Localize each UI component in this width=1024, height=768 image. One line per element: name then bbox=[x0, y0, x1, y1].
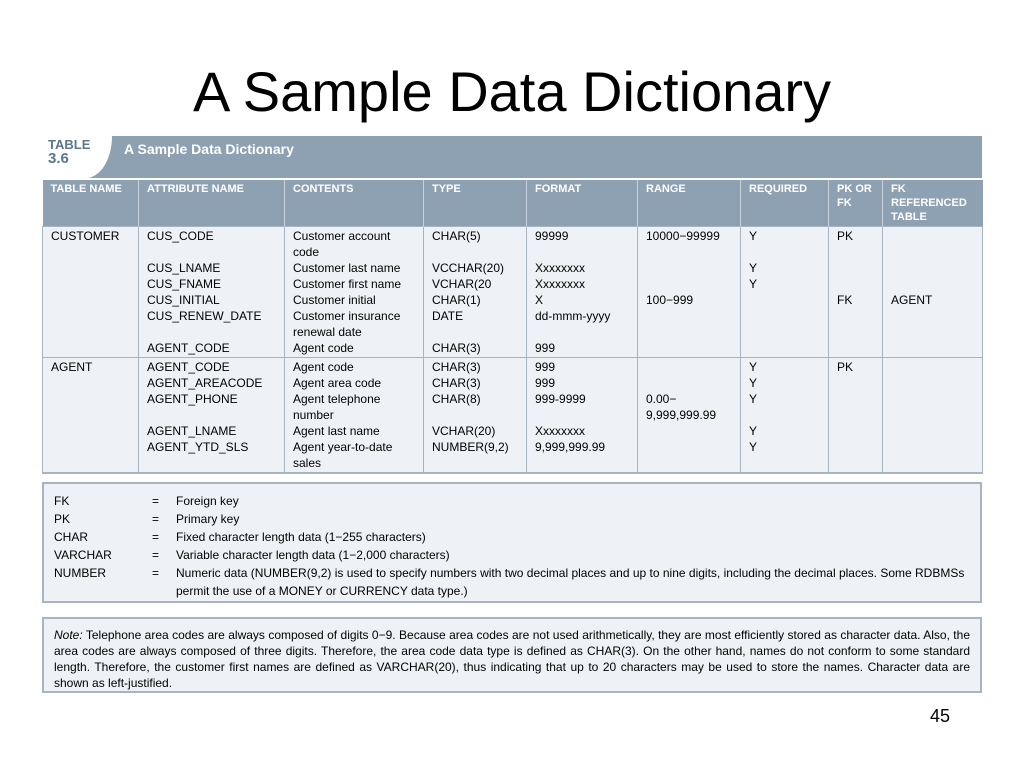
cell-line: CHAR(3) bbox=[432, 376, 481, 390]
cell-line: AGENT_CODE bbox=[147, 341, 230, 355]
cell-line bbox=[535, 407, 633, 423]
cell-line bbox=[646, 324, 736, 340]
contents-cell bbox=[285, 227, 424, 358]
cell-line bbox=[837, 276, 878, 292]
cell-line bbox=[837, 407, 878, 423]
legend-row bbox=[54, 564, 970, 600]
legend-abbr: FK bbox=[54, 494, 70, 508]
data-dictionary-table bbox=[42, 136, 982, 474]
cell-line bbox=[749, 407, 824, 423]
range-cell bbox=[638, 227, 741, 358]
cell-line: CUS_INITIAL bbox=[147, 293, 220, 307]
cell-line: VCHAR(20 bbox=[432, 277, 492, 291]
table-name-cell bbox=[43, 358, 139, 474]
cell-line bbox=[147, 244, 280, 260]
cell-line bbox=[891, 439, 978, 455]
cell-line bbox=[891, 228, 978, 244]
cell-line bbox=[646, 244, 736, 260]
cell-line: sales bbox=[293, 456, 322, 470]
cell-line bbox=[891, 260, 978, 276]
cell-line bbox=[749, 324, 824, 340]
col-header-range: RANGE bbox=[638, 179, 741, 227]
attribute-name-cell bbox=[139, 227, 285, 358]
legend-eq: = bbox=[152, 494, 160, 508]
cell-line: CHAR(1) bbox=[432, 293, 481, 307]
cell-line: 999 bbox=[535, 376, 556, 390]
cell-line: CUSTOMER bbox=[51, 229, 120, 243]
cell-line: 99999 bbox=[535, 229, 569, 243]
legend-row bbox=[54, 492, 970, 510]
cell-line: PK bbox=[837, 229, 854, 243]
legend-eq: = bbox=[152, 530, 160, 544]
note-text: Telephone area codes are always composed of digits 0−9. Because area codes are not used arithmetically, they are most efficiently stored as character data. Also, the area codes are always composed of three digits. Therefore, the area code data type is defined as CHAR(3). On the other hand, names do not conform to some standard length. Therefore, the customer first names are defined as VARCHAR(20), thus indicating that up to 20 characters may be used to store the names. Character data are shown as left-justified. bbox=[54, 628, 970, 690]
cell-line: AGENT bbox=[891, 293, 933, 307]
legend-row bbox=[54, 546, 970, 564]
fk-referenced-cell bbox=[883, 358, 983, 474]
cell-line bbox=[891, 324, 978, 340]
cell-line: 999 bbox=[535, 341, 556, 355]
cell-line bbox=[147, 407, 280, 423]
cell-line bbox=[535, 324, 633, 340]
legend-eq: = bbox=[152, 512, 160, 526]
cell-line bbox=[837, 308, 878, 324]
cell-line: Customer first name bbox=[293, 277, 402, 291]
cell-line: PK bbox=[837, 360, 854, 374]
cell-line bbox=[646, 455, 736, 471]
legend-eq: = bbox=[152, 548, 160, 562]
table-label-number: 3.6 bbox=[48, 150, 69, 167]
table-name-cell bbox=[43, 227, 139, 358]
cell-line: Agent code bbox=[293, 341, 354, 355]
legend-def: Numeric data (NUMBER(9,2) is used to specify numbers with two decimal places and up to nine digits, including the decimal places. Some RDBMSs permit the use of a MONEY or CURRENCY data type.) bbox=[176, 566, 965, 598]
cell-line bbox=[432, 407, 522, 423]
cell-line bbox=[432, 455, 522, 471]
legend-abbr: CHAR bbox=[54, 530, 89, 544]
cell-line bbox=[837, 439, 878, 455]
cell-line bbox=[646, 340, 736, 356]
cell-line bbox=[646, 439, 736, 455]
cell-line: renewal date bbox=[293, 325, 362, 339]
required-cell bbox=[741, 227, 829, 358]
cell-line bbox=[891, 391, 978, 407]
cell-line: 9,999,999.99 bbox=[646, 408, 717, 422]
col-header-fk-referenced-table: FK REFERENCED TABLE bbox=[883, 179, 983, 227]
legend-abbr: VARCHAR bbox=[54, 548, 112, 562]
cell-line: Agent last name bbox=[293, 424, 380, 438]
cell-line bbox=[891, 308, 978, 324]
legend-eq: = bbox=[152, 566, 160, 580]
cell-line: 999-9999 bbox=[535, 392, 586, 406]
format-cell bbox=[527, 227, 638, 358]
pk-fk-cell bbox=[829, 358, 883, 474]
cell-line: Agent year-to-date bbox=[293, 440, 393, 454]
cell-line: Agent code bbox=[293, 360, 354, 374]
column-header-row bbox=[43, 179, 983, 227]
cell-line: AGENT_PHONE bbox=[147, 392, 238, 406]
cell-line bbox=[837, 423, 878, 439]
cell-line: 10000−99999 bbox=[646, 229, 720, 243]
cell-line bbox=[837, 244, 878, 260]
cell-line: AGENT_CODE bbox=[147, 360, 230, 374]
cell-line bbox=[891, 407, 978, 423]
slide-title: A Sample Data Dictionary bbox=[192, 60, 832, 123]
cell-line bbox=[837, 324, 878, 340]
cell-line: X bbox=[535, 293, 544, 307]
fk-referenced-cell bbox=[883, 227, 983, 358]
cell-line: CHAR(5) bbox=[432, 229, 481, 243]
range-cell bbox=[638, 358, 741, 474]
legend-abbr: PK bbox=[54, 512, 71, 526]
cell-line: Xxxxxxxx bbox=[535, 277, 586, 291]
attribute-name-cell bbox=[139, 358, 285, 474]
type-cell bbox=[424, 358, 527, 474]
legend-def: Fixed character length data (1−255 characters) bbox=[176, 530, 426, 544]
required-cell bbox=[741, 358, 829, 474]
cell-line: AGENT_YTD_SLS bbox=[147, 440, 249, 454]
col-header-table-name: TABLE NAME bbox=[43, 179, 139, 227]
col-header-contents: CONTENTS bbox=[285, 179, 424, 227]
cell-line: Customer account bbox=[293, 229, 391, 243]
cell-line: AGENT bbox=[51, 360, 93, 374]
cell-line: dd-mmm-yyyy bbox=[535, 309, 611, 323]
legend-def: Foreign key bbox=[176, 494, 239, 508]
cell-line: Customer initial bbox=[293, 293, 376, 307]
table-caption: A Sample Data Dictionary bbox=[124, 141, 294, 157]
cell-line bbox=[535, 455, 633, 471]
cell-line: code bbox=[293, 245, 320, 259]
table-row bbox=[43, 358, 983, 474]
contents-cell bbox=[285, 358, 424, 474]
legend-def: Primary key bbox=[176, 512, 240, 526]
cell-line: Y bbox=[749, 360, 758, 374]
cell-line bbox=[891, 455, 978, 471]
cell-line bbox=[432, 244, 522, 260]
cell-line bbox=[837, 340, 878, 356]
legend-row bbox=[54, 528, 970, 546]
cell-line: CHAR(3) bbox=[432, 360, 481, 374]
cell-line bbox=[891, 276, 978, 292]
cell-line: CHAR(3) bbox=[432, 341, 481, 355]
cell-line bbox=[147, 324, 280, 340]
cell-line bbox=[891, 340, 978, 356]
dictionary-grid bbox=[42, 178, 983, 474]
cell-line: CUS_CODE bbox=[147, 229, 214, 243]
cell-line bbox=[837, 260, 878, 276]
cell-line bbox=[535, 244, 633, 260]
cell-line bbox=[891, 375, 978, 391]
cell-line bbox=[646, 375, 736, 391]
cell-line bbox=[891, 423, 978, 439]
table-header-bar bbox=[42, 136, 982, 178]
cell-line: CUS_FNAME bbox=[147, 277, 222, 291]
format-cell bbox=[527, 358, 638, 474]
cell-line: Xxxxxxxx bbox=[535, 261, 586, 275]
col-header-required: REQUIRED bbox=[741, 179, 829, 227]
cell-line bbox=[147, 455, 280, 471]
page-number: 45 bbox=[930, 706, 951, 726]
cell-line: Y bbox=[749, 229, 758, 243]
cell-line bbox=[749, 455, 824, 471]
cell-line: 0.00− bbox=[646, 392, 677, 406]
legend-def: Variable character length data (1−2,000 characters) bbox=[176, 548, 450, 562]
cell-line bbox=[837, 375, 878, 391]
cell-line bbox=[749, 292, 824, 308]
cell-line: Y bbox=[749, 277, 758, 291]
abbreviation-legend bbox=[42, 482, 982, 603]
cell-line: Agent area code bbox=[293, 376, 382, 390]
col-header-format: FORMAT bbox=[527, 179, 638, 227]
cell-line: Y bbox=[749, 424, 758, 438]
cell-line: VCCHAR(20) bbox=[432, 261, 505, 275]
cell-line bbox=[646, 423, 736, 439]
col-header-attribute-name: ATTRIBUTE NAME bbox=[139, 179, 285, 227]
cell-line: 100−999 bbox=[646, 293, 694, 307]
cell-line: Y bbox=[749, 261, 758, 275]
cell-line bbox=[432, 324, 522, 340]
cell-line: 999 bbox=[535, 360, 556, 374]
cell-line: CUS_RENEW_DATE bbox=[147, 309, 262, 323]
note-label: Note: bbox=[54, 628, 83, 642]
table-number-tab bbox=[42, 136, 112, 178]
cell-line: VCHAR(20) bbox=[432, 424, 496, 438]
legend-abbr: NUMBER bbox=[54, 566, 107, 580]
cell-line: AGENT_AREACODE bbox=[147, 376, 263, 390]
col-header-type: TYPE bbox=[424, 179, 527, 227]
cell-line bbox=[646, 359, 736, 375]
cell-line: Y bbox=[749, 440, 758, 454]
table-label-word: TABLE bbox=[48, 137, 91, 152]
cell-line bbox=[646, 260, 736, 276]
cell-line: NUMBER(9,2) bbox=[432, 440, 509, 454]
cell-line: number bbox=[293, 408, 334, 422]
legend-row bbox=[54, 510, 970, 528]
cell-line bbox=[646, 308, 736, 324]
cell-line: Customer insurance bbox=[293, 309, 401, 323]
col-header-pk-fk: PK OR FK bbox=[829, 179, 883, 227]
cell-line: 9,999,999.99 bbox=[535, 440, 606, 454]
cell-line: Xxxxxxxx bbox=[535, 424, 586, 438]
type-cell bbox=[424, 227, 527, 358]
cell-line bbox=[749, 340, 824, 356]
cell-line bbox=[891, 244, 978, 260]
cell-line: Customer last name bbox=[293, 261, 401, 275]
cell-line: Y bbox=[749, 376, 758, 390]
cell-line: AGENT_LNAME bbox=[147, 424, 237, 438]
cell-line: Agent telephone bbox=[293, 392, 381, 406]
pk-fk-cell bbox=[829, 227, 883, 358]
cell-line bbox=[646, 276, 736, 292]
cell-line bbox=[749, 244, 824, 260]
cell-line bbox=[837, 391, 878, 407]
cell-line: Y bbox=[749, 392, 758, 406]
cell-line: CUS_LNAME bbox=[147, 261, 221, 275]
cell-line bbox=[837, 455, 878, 471]
note-box bbox=[42, 617, 982, 693]
cell-line: DATE bbox=[432, 309, 464, 323]
cell-line: FK bbox=[837, 293, 853, 307]
cell-line bbox=[749, 308, 824, 324]
cell-line bbox=[891, 359, 978, 375]
cell-line: CHAR(8) bbox=[432, 392, 481, 406]
table-row bbox=[43, 227, 983, 358]
